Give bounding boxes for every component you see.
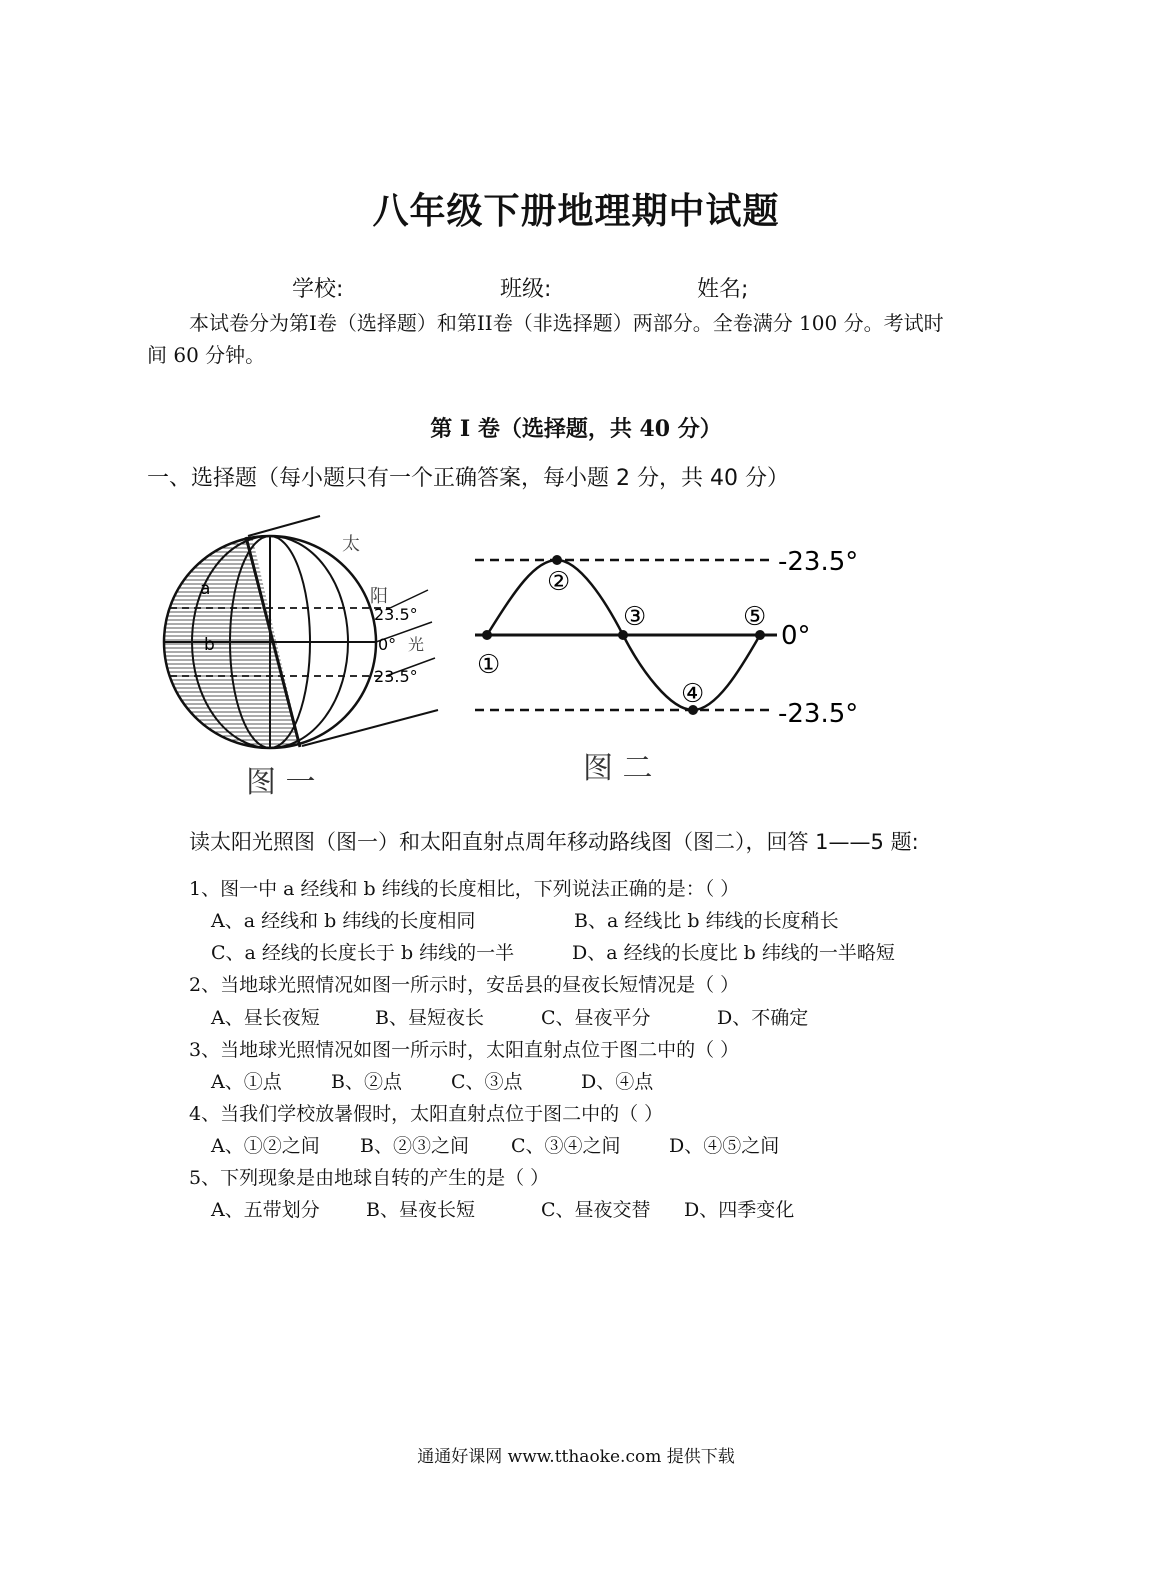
figure-two-caption: 图 二 [583, 751, 653, 786]
question-1-option-a: A、a 经线和 b 纬线的长度相同 [211, 910, 476, 932]
question-1-option-d: D、a 经线的长度比 b 纬线的一半略短 [572, 942, 895, 964]
question-instruction: 读太阳光照图（图一）和太阳直射点周年移动路线图（图二），回答 1——5 题: [189, 830, 919, 854]
question-2-option-b: B、昼短夜长 [375, 1007, 484, 1029]
sunlight-ray [302, 710, 438, 746]
latitude-label-north: 23.5° [374, 605, 418, 624]
tropic-label-top: -23.5° [778, 547, 859, 577]
question-4-option-b: B、②③之间 [360, 1135, 469, 1157]
equator-label: 0° [781, 621, 811, 651]
question-4-option-c: C、③④之间 [511, 1135, 621, 1157]
label-a: a [200, 579, 211, 599]
question-2-option-a: A、昼长夜短 [211, 1007, 320, 1029]
figure-one-globe [150, 510, 450, 810]
question-2-stem: 2、当地球光照情况如图一所示时，安岳县的昼夜长短情况是（ ） [189, 974, 740, 996]
question-3-option-a: A、①点 [211, 1071, 282, 1093]
figure-one-caption: 图 一 [246, 765, 316, 800]
question-3-option-c: C、③点 [451, 1071, 523, 1093]
name-field-label: 姓名; [697, 277, 749, 302]
sunlight-char-1: 太 [342, 534, 360, 555]
label-b: b [204, 635, 215, 655]
school-field-label: 学校: [292, 277, 344, 302]
point-dot [552, 555, 562, 565]
point-label-1: ① [477, 650, 501, 680]
part-heading: 一、选择题（每小题只有一个正确答案，每小题 2 分，共 40 分） [147, 466, 789, 491]
question-4-option-a: A、①②之间 [211, 1135, 320, 1157]
question-5-stem: 5、下列现象是由地球自转的产生的是（ ） [189, 1167, 550, 1189]
question-2-option-c: C、昼夜平分 [541, 1007, 651, 1029]
point-label-5: ⑤ [743, 602, 767, 632]
page-title: 八年级下册地理期中试题 [372, 191, 780, 232]
question-2-option-d: D、不确定 [717, 1007, 809, 1029]
point-label-4: ④ [681, 679, 705, 709]
sunlight-char-3: 光 [408, 635, 425, 654]
point-label-3: ③ [623, 602, 647, 632]
sunlight-char-2: 阳 [370, 586, 388, 607]
question-4-option-d: D、④⑤之间 [669, 1135, 780, 1157]
question-3-stem: 3、当地球光照情况如图一所示时，太阳直射点位于图二中的（ ） [189, 1039, 740, 1061]
question-4-stem: 4、当我们学校放暑假时，太阳直射点位于图二中的（ ） [189, 1103, 664, 1125]
question-3-option-d: D、④点 [581, 1071, 654, 1093]
page-footer: 通通好课网 www.tthaoke.com 提供下载 [417, 1447, 735, 1467]
intro-text-continued: 间 60 分钟。 [147, 343, 266, 367]
question-1-stem: 1、图一中 a 经线和 b 纬线的长度相比，下列说法正确的是：（ ） [189, 878, 740, 900]
question-3-option-b: B、②点 [331, 1071, 402, 1093]
question-1-option-b: B、a 经线比 b 纬线的长度稍长 [574, 910, 839, 932]
question-5-option-c: C、昼夜交替 [541, 1199, 651, 1221]
figure-two-path [465, 530, 865, 790]
question-5-option-a: A、五带划分 [211, 1199, 320, 1221]
class-field-label: 班级: [500, 277, 552, 302]
question-5-option-d: D、四季变化 [684, 1199, 795, 1221]
tropic-label-bottom: -23.5° [778, 699, 859, 729]
section-title: 第 I 卷（选择题，共 40 分） [430, 416, 722, 442]
point-dot [482, 630, 492, 640]
latitude-label-equator: 0° [378, 635, 397, 654]
latitude-label-south: 23.5° [374, 667, 418, 686]
sunlight-ray [248, 516, 320, 536]
night-side-shading [164, 510, 306, 770]
point-label-2: ② [547, 567, 571, 597]
question-5-option-b: B、昼夜长短 [366, 1199, 475, 1221]
intro-text: 本试卷分为第I卷（选择题）和第II卷（非选择题）两部分。全卷满分 100 分。考试时 [189, 311, 944, 335]
question-1-option-c: C、a 经线的长度长于 b 纬线的一半 [211, 942, 515, 964]
